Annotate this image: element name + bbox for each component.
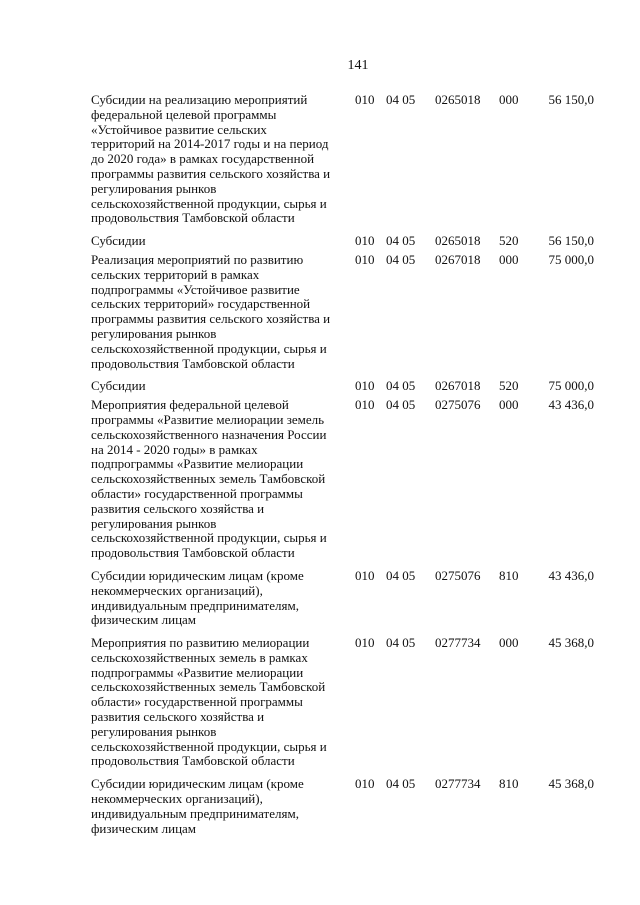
row-section: 010	[355, 378, 375, 394]
row-target-article: 0265018	[435, 233, 481, 249]
row-expense-type: 000	[499, 397, 519, 413]
row-amount: 56 150,0	[548, 233, 594, 249]
row-description: Субсидии юридическим лицам (кроме некоммерческих организаций), индивидуальным предпринимателям, физическим лицам	[91, 776, 304, 836]
row-description: Субсидии на реализацию мероприятий федеральной целевой программы «Устойчивое развитие сельских территорий на 2014-2017 годы и на период до 2020 года» в рамках государственной программы развития сельского хозяйства и регулирования рынков сельскохозяйственной продукции, сырья и продовольствия Тамбовской области	[91, 92, 331, 226]
row-target-article: 0277734	[435, 635, 481, 651]
row-target-article: 0267018	[435, 251, 481, 267]
row-amount: 43 436,0	[548, 397, 594, 413]
row-section: 010	[355, 251, 375, 267]
table-row	[91, 398, 594, 561]
row-subsection: 04 05	[386, 92, 416, 107]
row-target-article: 0267018	[435, 378, 481, 394]
row-subsection: 04 05	[386, 567, 416, 583]
budget-table	[91, 93, 594, 836]
row-section: 010	[355, 92, 375, 107]
page-number: 141	[347, 58, 369, 73]
table-row	[91, 234, 594, 249]
row-amount: 45 368,0	[548, 635, 594, 651]
row-expense-type: 000	[499, 251, 519, 267]
table-row	[91, 379, 594, 394]
row-section: 010	[355, 397, 375, 413]
row-target-article: 0277734	[435, 776, 481, 792]
row-subsection: 04 05	[386, 378, 416, 394]
row-description: Субсидии	[91, 378, 146, 394]
row-expense-type: 000	[499, 635, 519, 651]
row-description: Субсидии	[91, 233, 146, 249]
row-amount: 45 368,0	[548, 776, 594, 792]
row-expense-type: 810	[499, 567, 519, 583]
row-target-article: 0265018	[435, 92, 481, 107]
row-subsection: 04 05	[386, 776, 416, 792]
row-description: Реализация мероприятий по развитию сельских территорий в рамках подпрограммы «Устойчивое развитие сельских территорий» государственной программы развития сельского хозяйства и регулирования рынков сельскохозяйственной продукции, сырья и продовольствия Тамбовской области	[91, 251, 331, 371]
row-section: 010	[355, 776, 375, 792]
table-row	[91, 253, 594, 371]
row-subsection: 04 05	[386, 233, 416, 249]
row-expense-type: 000	[499, 92, 519, 107]
row-expense-type: 810	[499, 776, 519, 792]
row-description: Мероприятия федеральной целевой программы «Развитие мелиорации земель сельскохозяйственного назначения России на 2014 - 2020 годы» в рамках подпрограммы «Развитие мелиорации сельскохозяйственных земель Тамбовской области» государственной программы развития сельского хозяйства и регулирования рынков сельскохозяйственной продукции, сырья и продовольствия Тамбовской области	[91, 397, 327, 561]
table-row	[91, 569, 594, 628]
row-amount: 75 000,0	[548, 251, 594, 267]
row-description: Субсидии юридическим лицам (кроме некоммерческих организаций), индивидуальным предпринимателям, физическим лицам	[91, 567, 304, 628]
row-description: Мероприятия по развитию мелиорации сельскохозяйственных земель в рамках подпрограммы «Развитие мелиорации сельскохозяйственных земель Тамбовской области» государственной программы развития сельского хозяйства и регулирования рынков сельскохозяйственной продукции, сырья и продовольствия Тамбовской области	[91, 635, 327, 769]
row-section: 010	[355, 635, 375, 651]
row-subsection: 04 05	[386, 397, 416, 413]
row-subsection: 04 05	[386, 251, 416, 267]
row-expense-type: 520	[499, 233, 519, 249]
row-target-article: 0275076	[435, 567, 481, 583]
table-row	[91, 636, 594, 769]
row-section: 010	[355, 233, 375, 249]
table-row	[91, 93, 594, 226]
row-subsection: 04 05	[386, 635, 416, 651]
row-amount: 56 150,0	[548, 92, 594, 107]
table-row	[91, 777, 594, 836]
row-amount: 43 436,0	[548, 567, 594, 583]
row-amount: 75 000,0	[548, 378, 594, 394]
row-section: 010	[355, 567, 375, 583]
row-expense-type: 520	[499, 378, 519, 394]
row-target-article: 0275076	[435, 397, 481, 413]
